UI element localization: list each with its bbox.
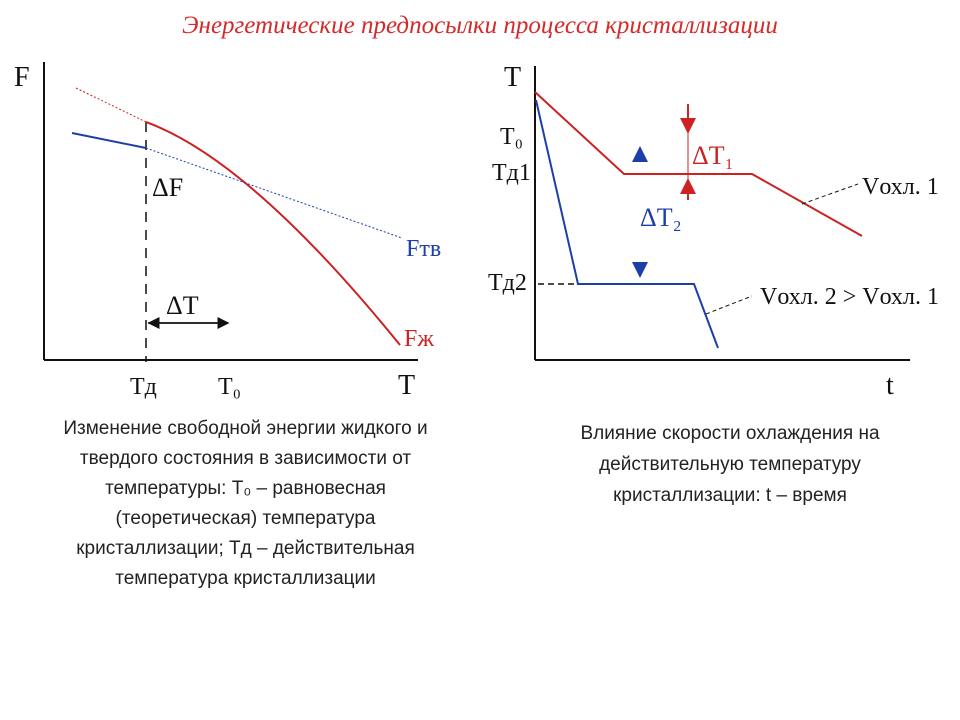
right-chart (488, 62, 939, 401)
td2-level-label: Tд2 (488, 270, 527, 296)
right-caption-line: Влияние скорости охлаждения на (580, 423, 880, 444)
v1-leader-line (802, 184, 858, 204)
right-x-axis-label: t (886, 370, 894, 401)
left-y-axis-label: F (14, 62, 30, 93)
td1-level-label: Tд1 (492, 160, 531, 186)
left-caption-line: температуры: T₀ – равновесная (105, 478, 386, 499)
fast-cooling-curve (536, 100, 718, 348)
page-title: Энергетические предпосылки процесса кристаллизации (182, 12, 778, 39)
left-caption-line: кристаллизации; Tд – действительная (76, 538, 415, 559)
right-caption-line: действительную температуру (599, 454, 861, 475)
solid-curve-extension (146, 148, 402, 238)
left-caption-line: Изменение свободной энергии жидкого и (63, 418, 428, 439)
left-chart (14, 62, 441, 401)
delta-t1-label: ΔT₁ (692, 141, 734, 170)
left-caption-line: (теоретическая) температура (115, 508, 376, 529)
t0-tick-label: T₀ (218, 374, 242, 400)
left-x-axis-label: T (398, 370, 416, 401)
delta-f-label: ΔF (152, 173, 184, 202)
delta-t2-label: ΔT₂ (640, 203, 682, 232)
liquid-curve-label: Fж (404, 326, 434, 352)
right-y-axis-label: T (504, 62, 522, 93)
v1-label: Vохл. 1 (862, 174, 939, 200)
liquid-curve-extension (76, 88, 146, 122)
solid-curve-label: Fтв (406, 236, 442, 262)
solid-curve (72, 133, 146, 148)
right-caption-line: кристаллизации: t – время (613, 485, 847, 506)
delta-t-label: ΔT (166, 291, 199, 320)
v2-leader-line (706, 296, 752, 314)
left-caption (18, 414, 473, 594)
right-caption (530, 418, 930, 511)
left-caption-line: твердого состояния в зависимости от (79, 448, 412, 469)
v2-label: Vохл. 2 > Vохл. 1 (760, 284, 939, 310)
td-tick-label: Tд (130, 374, 157, 400)
left-caption-line: температура кристаллизации (115, 568, 376, 589)
t0-level-label: T₀ (500, 124, 524, 150)
